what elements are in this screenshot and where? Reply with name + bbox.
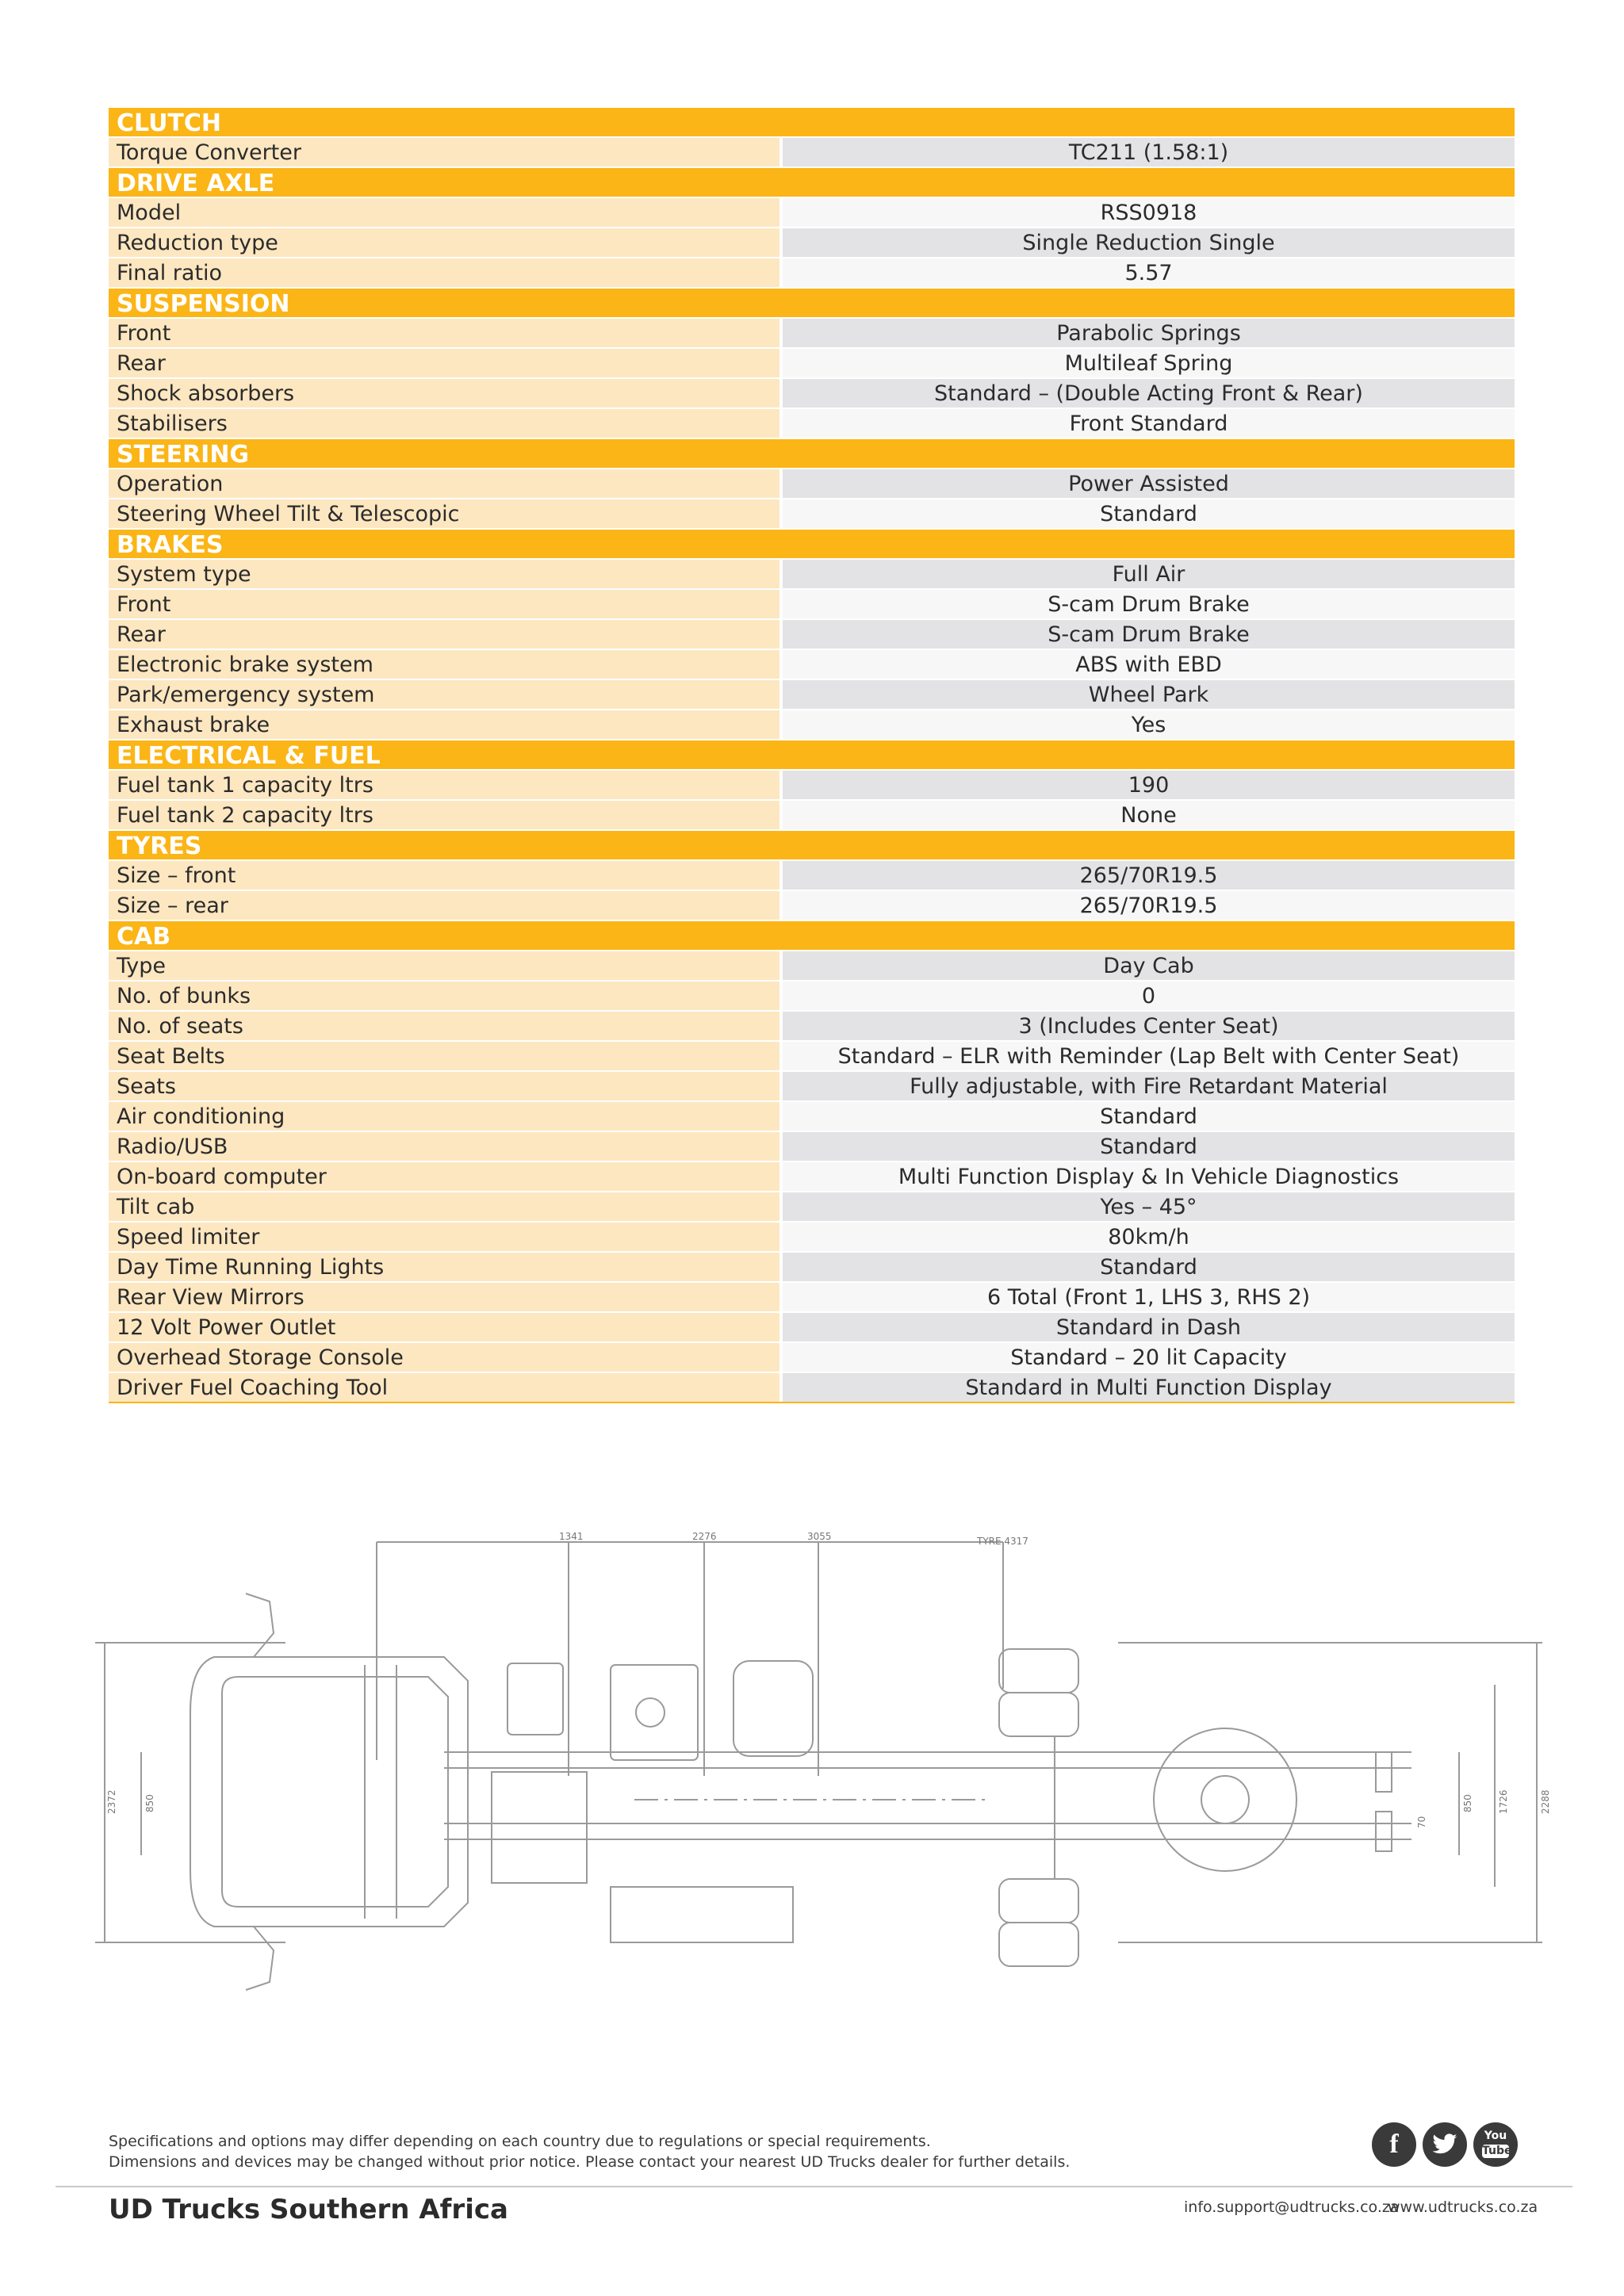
spec-row [109,861,1515,891]
spec-row [109,349,1515,379]
disclaimer [109,2131,1070,2172]
spec-label: Rear View Mirrors [109,1283,783,1311]
spec-value: 190 [783,771,1515,799]
spec-row [109,1343,1515,1373]
spec-label: Shock absorbers [109,379,783,408]
spec-row [109,1223,1515,1253]
dim-right-mid: 1726 [1498,1789,1509,1814]
chassis-drawing [0,1506,1624,2061]
spec-label: No. of bunks [109,982,783,1010]
spec-row [109,560,1515,590]
disclaimer-line-1: Specifications and options may differ depending on each country due to regulations or special requirements. [109,2133,931,2150]
spec-value: Standard in Multi Function Display [783,1373,1515,1402]
spec-value: Yes [783,710,1515,739]
youtube-icon[interactable] [1473,2122,1518,2167]
section-header: TYRES [109,831,1515,861]
spec-row [109,650,1515,680]
section-header: ELECTRICAL & FUEL [109,740,1515,771]
spec-value: Single Reduction Single [783,228,1515,257]
section-header: BRAKES [109,530,1515,560]
section-header: CLUTCH [109,108,1515,138]
spec-label: Size – front [109,861,783,890]
spec-row [109,379,1515,409]
youtube-tube-text: Tube [1482,2145,1512,2157]
spec-label: Overhead Storage Console [109,1343,783,1372]
spec-row [109,1012,1515,1042]
spec-value: TC211 (1.58:1) [783,138,1515,166]
spec-value: Standard [783,499,1515,528]
spec-label: Tilt cab [109,1192,783,1221]
spec-row [109,1283,1515,1313]
dim-left-inner: 850 [144,1794,155,1812]
spec-row [109,1042,1515,1072]
spec-value: Yes – 45° [783,1192,1515,1221]
spec-row [109,590,1515,620]
spec-label: Seat Belts [109,1042,783,1070]
spec-row [109,409,1515,439]
dim-right-outer: 2288 [1540,1789,1551,1814]
spec-value: 80km/h [783,1223,1515,1251]
spec-row [109,680,1515,710]
dim-top-1: 1341 [559,1531,584,1542]
spec-label: Stabilisers [109,409,783,438]
spec-value: RSS0918 [783,198,1515,227]
spec-value: Multileaf Spring [783,349,1515,377]
spec-value: ABS with EBD [783,650,1515,679]
spec-value: Standard – 20 lit Capacity [783,1343,1515,1372]
spec-row [109,469,1515,499]
spec-label: Size – rear [109,891,783,920]
spec-value: Standard [783,1102,1515,1131]
spec-value: Standard – (Double Acting Front & Rear) [783,379,1515,408]
spec-value: Day Cab [783,951,1515,980]
spec-value: 265/70R19.5 [783,861,1515,890]
dim-right-inner: 850 [1462,1794,1473,1812]
spec-value: 6 Total (Front 1, LHS 3, RHS 2) [783,1283,1515,1311]
spec-value: Front Standard [783,409,1515,438]
spec-row [109,258,1515,289]
spec-row [109,982,1515,1012]
spec-value: S-cam Drum Brake [783,620,1515,649]
spec-label: Steering Wheel Tilt & Telescopic [109,499,783,528]
spec-table [109,108,1515,1403]
website-link[interactable]: www.udtrucks.co.za [1388,2198,1538,2216]
spec-label: Model [109,198,783,227]
spec-row [109,771,1515,801]
spec-label: Driver Fuel Coaching Tool [109,1373,783,1402]
spec-row [109,1313,1515,1343]
spec-label: Speed limiter [109,1223,783,1251]
spec-label: Type [109,951,783,980]
spec-label: Front [109,590,783,618]
twitter-icon[interactable] [1423,2122,1467,2167]
spec-label: Exhaust brake [109,710,783,739]
youtube-you-text: You [1484,2130,1507,2142]
brand-name: UD Trucks Southern Africa [109,2194,508,2225]
spec-value: 5.57 [783,258,1515,287]
spec-value: Power Assisted [783,469,1515,498]
spec-label: Rear [109,620,783,649]
spec-value: Standard [783,1132,1515,1161]
spec-label: Fuel tank 2 capacity ltrs [109,801,783,829]
spec-value: Standard in Dash [783,1313,1515,1341]
spec-row [109,1373,1515,1403]
spec-row [109,891,1515,921]
spec-value: Full Air [783,560,1515,588]
spec-row [109,1102,1515,1132]
spec-row [109,198,1515,228]
spec-value: Parabolic Springs [783,319,1515,347]
spec-row [109,1162,1515,1192]
spec-label: Operation [109,469,783,498]
dim-small: 70 [1416,1816,1427,1828]
spec-row [109,951,1515,982]
spec-value: Standard – ELR with Reminder (Lap Belt with Center Seat) [783,1042,1515,1070]
spec-label: No. of seats [109,1012,783,1040]
spec-value: Fully adjustable, with Fire Retardant Material [783,1072,1515,1100]
dim-left-outer: 2372 [106,1789,117,1814]
footer-divider [56,2186,1572,2187]
spec-value: Multi Function Display & In Vehicle Diagnostics [783,1162,1515,1191]
spec-label: Torque Converter [109,138,783,166]
disclaimer-line-2: Dimensions and devices may be changed without prior notice. Please contact your nearest UD Trucks dealer for further details. [109,2153,1071,2171]
dim-top-4: TYRE 4317 [977,1536,1028,1547]
spec-value: 0 [783,982,1515,1010]
spec-row [109,228,1515,258]
spec-label: Fuel tank 1 capacity ltrs [109,771,783,799]
spec-label: Park/emergency system [109,680,783,709]
spec-value: 265/70R19.5 [783,891,1515,920]
dim-top-3: 3055 [807,1531,832,1542]
spec-row [109,620,1515,650]
spec-row [109,1132,1515,1162]
spec-label: Final ratio [109,258,783,287]
spec-row [109,1072,1515,1102]
spec-value: Wheel Park [783,680,1515,709]
section-header: DRIVE AXLE [109,168,1515,198]
spec-value: S-cam Drum Brake [783,590,1515,618]
spec-label: Rear [109,349,783,377]
spec-label: Reduction type [109,228,783,257]
twitter-bird-icon [1431,2133,1458,2156]
support-email-link[interactable]: info.support@udtrucks.co.za [1184,2198,1400,2216]
spec-row [109,319,1515,349]
dim-top-2: 2276 [692,1531,717,1542]
spec-label: Electronic brake system [109,650,783,679]
spec-row [109,1253,1515,1283]
spec-label: On-board computer [109,1162,783,1191]
spec-row [109,1192,1515,1223]
spec-label: Radio/USB [109,1132,783,1161]
spec-value: 3 (Includes Center Seat) [783,1012,1515,1040]
spec-label: Front [109,319,783,347]
spec-row [109,710,1515,740]
spec-value: None [783,801,1515,829]
section-header: CAB [109,921,1515,951]
spec-label: Air conditioning [109,1102,783,1131]
spec-label: Seats [109,1072,783,1100]
section-header: SUSPENSION [109,289,1515,319]
spec-row [109,801,1515,831]
spec-label: 12 Volt Power Outlet [109,1313,783,1341]
spec-label: Day Time Running Lights [109,1253,783,1281]
spec-value: Standard [783,1253,1515,1281]
facebook-icon[interactable]: f [1372,2122,1416,2167]
spec-label: System type [109,560,783,588]
section-header: STEERING [109,439,1515,469]
spec-row [109,138,1515,168]
spec-row [109,499,1515,530]
